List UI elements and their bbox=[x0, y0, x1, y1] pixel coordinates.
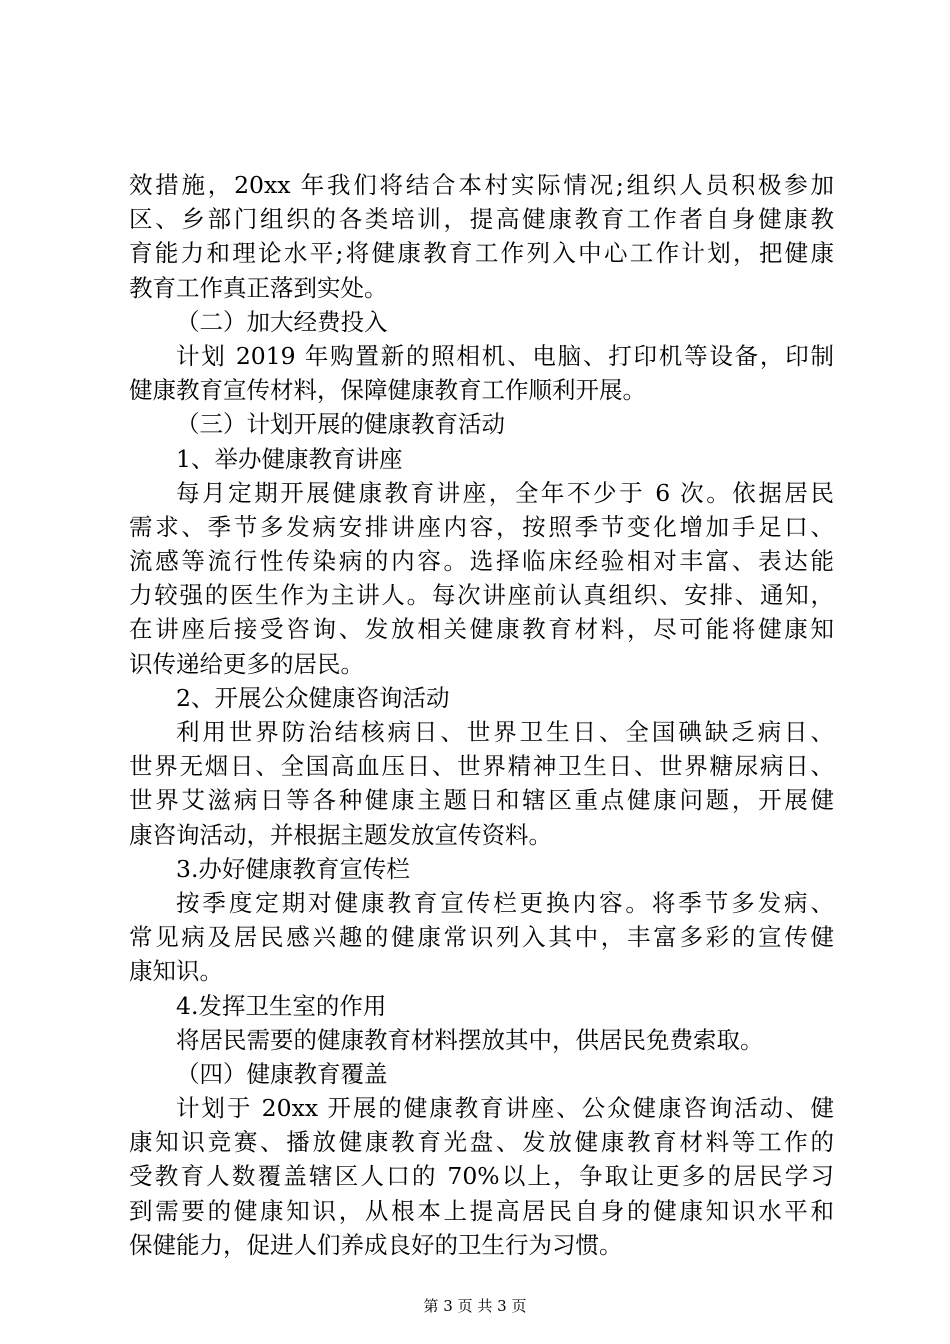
text-line: 保健能力，促进人们养成良好的卫生行为习惯。 bbox=[129, 1230, 623, 1259]
text-line: 世界艾滋病日等各种健康主题日和辖区重点健康问题，开展健 bbox=[129, 786, 834, 815]
text-line: 常见病及居民感兴趣的健康常识列入其中，丰富多彩的宣传健 bbox=[129, 923, 834, 952]
text-line: 力较强的医生作为主讲人。每次讲座前认真组织、安排、通知， bbox=[129, 581, 834, 610]
text-line: 在讲座后接受咨询、发放相关健康教育材料，尽可能将健康知 bbox=[129, 615, 834, 644]
text-line: 按季度定期对健康教育宣传栏更换内容。将季节多发病、 bbox=[176, 888, 834, 917]
text-line: 流感等流行性传染病的内容。选择临床经验相对丰富、表达能 bbox=[129, 547, 834, 576]
text-line: 受教育人数覆盖辖区人口的 70%以上，争取让更多的居民学习 bbox=[129, 1162, 834, 1191]
text-line: 4.发挥卫生室的作用 bbox=[176, 991, 387, 1020]
text-line: 识传递给更多的居民。 bbox=[129, 649, 364, 678]
text-line: 康知识。 bbox=[129, 957, 223, 986]
text-line: 区、乡部门组织的各类培训，提高健康教育工作者自身健康教 bbox=[129, 205, 834, 234]
document-body bbox=[129, 168, 834, 1262]
text-line: 计划 2019 年购置新的照相机、电脑、打印机等设备，印制 bbox=[176, 341, 834, 370]
text-line: 健康教育宣传材料，保障健康教育工作顺利开展。 bbox=[129, 376, 646, 405]
text-line: 每月定期开展健康教育讲座，全年不少于 6 次。依据居民 bbox=[176, 478, 834, 507]
text-line: 2、开展公众健康咨询活动 bbox=[176, 683, 450, 712]
text-line: 计划于 20xx 开展的健康教育讲座、公众健康咨询活动、健 bbox=[176, 1094, 834, 1123]
text-line: 教育工作真正落到实处。 bbox=[129, 273, 388, 302]
text-line: 到需要的健康知识，从根本上提高居民自身的健康知识水平和 bbox=[129, 1196, 834, 1225]
text-line: 3.办好健康教育宣传栏 bbox=[176, 854, 410, 883]
text-line: 效措施，20xx 年我们将结合本村实际情况;组织人员积极参加 bbox=[129, 171, 834, 199]
text-line: 世界无烟日、全国高血压日、世界精神卫生日、世界糖尿病日、 bbox=[129, 752, 834, 781]
text-line: （四）健康教育覆盖 bbox=[176, 1059, 388, 1088]
text-line: 需求、季节多发病安排讲座内容，按照季节变化增加手足口、 bbox=[129, 512, 834, 541]
text-line: 将居民需要的健康教育材料摆放其中，供居民免费索取。 bbox=[176, 1025, 764, 1054]
text-line: 康咨询活动，并根据主题发放宣传资料。 bbox=[129, 820, 552, 849]
text-line: 利用世界防治结核病日、世界卫生日、全国碘缺乏病日、 bbox=[176, 718, 834, 746]
text-line: （三）计划开展的健康教育活动 bbox=[176, 410, 505, 439]
text-line: （二）加大经费投入 bbox=[176, 307, 388, 336]
text-line: 康知识竞赛、播放健康教育光盘、发放健康教育材料等工作的 bbox=[129, 1128, 834, 1157]
page-footer: 第 3 页 共 3 页 bbox=[423, 1297, 527, 1315]
text-line: 1、举办健康教育讲座 bbox=[176, 444, 403, 473]
text-line: 育能力和理论水平;将健康教育工作列入中心工作计划，把健康 bbox=[129, 239, 834, 268]
